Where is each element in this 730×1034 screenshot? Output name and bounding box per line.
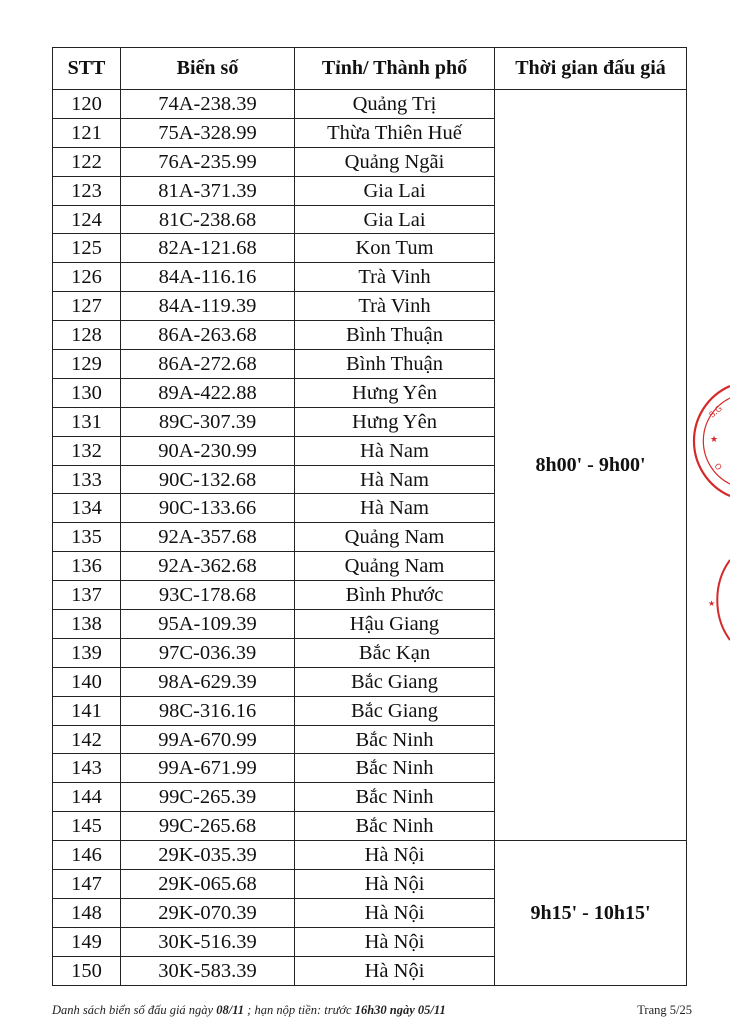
row-plate: 84A-119.39 [121,292,295,321]
row-plate: 86A-263.68 [121,321,295,350]
row-plate: 99C-265.68 [121,812,295,841]
row-stt: 124 [53,205,121,234]
row-stt: 134 [53,494,121,523]
row-stt: 139 [53,638,121,667]
row-plate: 29K-065.68 [121,870,295,899]
row-stt: 126 [53,263,121,292]
row-province: Gia Lai [295,176,495,205]
auction-time-slot: 8h00' - 9h00' [495,90,687,841]
row-stt: 145 [53,812,121,841]
row-plate: 30K-516.39 [121,927,295,956]
row-province: Quảng Trị [295,90,495,119]
row-province: Kon Tum [295,234,495,263]
row-plate: 76A-235.99 [121,147,295,176]
footer-deadline: 16h30 ngày 05/11 [354,1003,446,1017]
row-plate: 82A-121.68 [121,234,295,263]
row-plate: 92A-362.68 [121,552,295,581]
row-plate: 89C-307.39 [121,407,295,436]
row-plate: 29K-035.39 [121,841,295,870]
row-stt: 121 [53,118,121,147]
row-province: Hà Nội [295,870,495,899]
header-stt: STT [53,48,121,90]
row-stt: 130 [53,378,121,407]
row-province: Hà Nam [295,494,495,523]
footer-text-1: Danh sách biển số đấu giá ngày [52,1003,217,1017]
page-number: Trang 5/25 [637,1003,692,1017]
row-plate: 81C-238.68 [121,205,295,234]
header-time: Thời gian đấu giá [495,48,687,90]
header-row [53,48,687,90]
row-province: Hà Nội [295,898,495,927]
row-province: Bắc Ninh [295,783,495,812]
row-province: Hà Nam [295,465,495,494]
row-plate: 89A-422.88 [121,378,295,407]
row-province: Bắc Ninh [295,725,495,754]
row-province: Bắc Giang [295,667,495,696]
row-plate: 99A-670.99 [121,725,295,754]
svg-text:S.G: S.G [707,403,724,420]
row-province: Hà Nội [295,927,495,956]
footer-text-2: ; hạn nộp tiền: trước [244,1003,355,1017]
row-province: Quảng Ngãi [295,147,495,176]
row-stt: 129 [53,350,121,379]
auction-time-slot: 9h15' - 10h15' [495,841,687,985]
row-province: Hậu Giang [295,610,495,639]
row-stt: 120 [53,90,121,119]
header-plate: Biển số [121,48,295,90]
row-stt: 144 [53,783,121,812]
row-stt: 131 [53,407,121,436]
row-stt: 147 [53,870,121,899]
row-stt: 150 [53,956,121,985]
row-plate: 98A-629.39 [121,667,295,696]
row-plate: 29K-070.39 [121,898,295,927]
row-plate: 90A-230.99 [121,436,295,465]
row-stt: 140 [53,667,121,696]
row-stt: 135 [53,523,121,552]
row-stt: 137 [53,581,121,610]
table-row [53,90,687,119]
row-stt: 148 [53,898,121,927]
row-plate: 86A-272.68 [121,350,295,379]
row-province: Bình Thuận [295,321,495,350]
row-stt: 146 [53,841,121,870]
row-stt: 127 [53,292,121,321]
footer-date: 08/11 [216,1003,245,1017]
row-stt: 125 [53,234,121,263]
row-plate: 95A-109.39 [121,610,295,639]
row-province: Bình Thuận [295,350,495,379]
auction-plate-table [52,47,687,986]
header-province: Tỉnh/ Thành phố [295,48,495,90]
row-province: Bình Phước [295,581,495,610]
row-plate: 97C-036.39 [121,638,295,667]
row-plate: 93C-178.68 [121,581,295,610]
row-stt: 138 [53,610,121,639]
row-stt: 136 [53,552,121,581]
row-plate: 74A-238.39 [121,90,295,119]
row-plate: 98C-316.16 [121,696,295,725]
row-province: Hà Nam [295,436,495,465]
row-province: Hưng Yên [295,407,495,436]
row-stt: 133 [53,465,121,494]
row-stt: 142 [53,725,121,754]
row-province: Hưng Yên [295,378,495,407]
row-plate: 84A-116.16 [121,263,295,292]
row-province: Thừa Thiên Huế [295,118,495,147]
row-plate: 92A-357.68 [121,523,295,552]
svg-text:O: O [712,461,724,473]
row-province: Bắc Ninh [295,754,495,783]
table-body [53,90,687,986]
row-province: Quảng Nam [295,552,495,581]
row-stt: 123 [53,176,121,205]
row-stt: 122 [53,147,121,176]
row-plate: 30K-583.39 [121,956,295,985]
row-province: Bắc Giang [295,696,495,725]
row-plate: 75A-328.99 [121,118,295,147]
row-plate: 90C-132.68 [121,465,295,494]
row-stt: 141 [53,696,121,725]
row-province: Trà Vinh [295,292,495,321]
row-stt: 128 [53,321,121,350]
table-row [53,841,687,870]
row-province: Bắc Ninh [295,812,495,841]
footer-note [52,1003,446,1018]
row-plate: 90C-133.66 [121,494,295,523]
svg-text:★: ★ [710,435,719,445]
row-stt: 132 [53,436,121,465]
row-province: Gia Lai [295,205,495,234]
row-stt: 143 [53,754,121,783]
row-plate: 99A-671.99 [121,754,295,783]
row-plate: 81A-371.39 [121,176,295,205]
row-province: Hà Nội [295,841,495,870]
row-stt: 149 [53,927,121,956]
red-seal-stamp [690,380,730,650]
row-plate: 99C-265.39 [121,783,295,812]
row-province: Hà Nội [295,956,495,985]
row-province: Bắc Kạn [295,638,495,667]
svg-text:★: ★ [708,599,716,608]
row-province: Quảng Nam [295,523,495,552]
row-province: Trà Vinh [295,263,495,292]
